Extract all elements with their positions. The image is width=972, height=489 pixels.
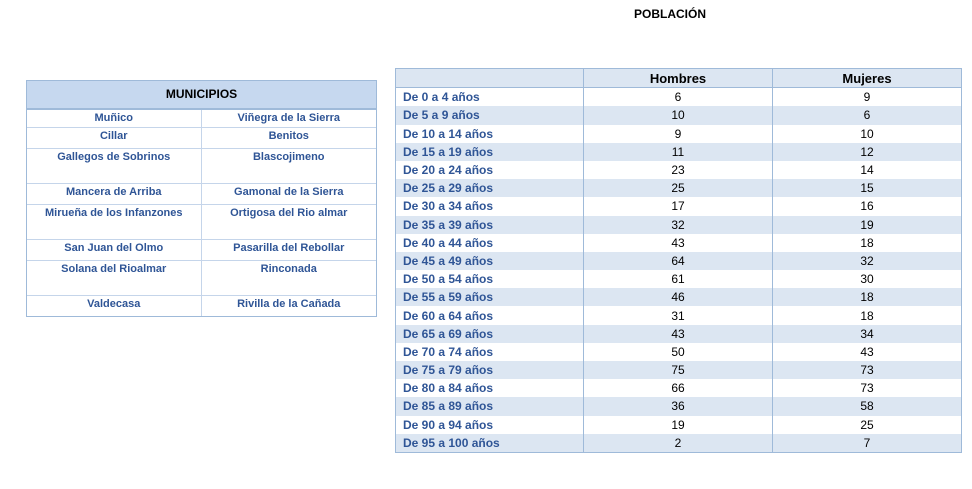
hombres-cell: 43 (584, 325, 773, 343)
municipio-name: Valdecasa (27, 296, 202, 316)
municipios-body (27, 110, 376, 316)
age-range-cell: De 60 a 64 años (396, 306, 584, 324)
municipios-table (26, 80, 377, 317)
mujeres-cell: 19 (773, 216, 962, 234)
age-range-cell: De 35 a 39 años (396, 216, 584, 234)
header-hombres: Hombres (584, 69, 773, 88)
hombres-cell: 36 (584, 397, 773, 415)
mujeres-cell: 18 (773, 234, 962, 252)
page-title: POBLACIÓN (634, 7, 706, 21)
poblacion-header-row (396, 69, 962, 88)
municipio-row (27, 204, 376, 239)
hombres-cell: 17 (584, 197, 773, 215)
municipio-row (27, 110, 376, 127)
hombres-cell: 31 (584, 306, 773, 324)
age-range-cell: De 80 a 84 años (396, 379, 584, 397)
municipio-row (27, 239, 376, 260)
poblacion-row (396, 343, 962, 361)
mujeres-cell: 18 (773, 306, 962, 324)
municipio-row (27, 127, 376, 148)
poblacion-row (396, 252, 962, 270)
municipio-name: Benitos (268, 130, 309, 142)
poblacion-row (396, 416, 962, 434)
mujeres-cell: 73 (773, 361, 962, 379)
mujeres-cell: 73 (773, 379, 962, 397)
age-range-cell: De 95 a 100 años (396, 434, 584, 453)
hombres-cell: 6 (584, 88, 773, 107)
hombres-cell: 46 (584, 288, 773, 306)
age-range-cell: De 85 a 89 años (396, 397, 584, 415)
poblacion-row (396, 270, 962, 288)
mujeres-cell: 34 (773, 325, 962, 343)
age-range-cell: De 70 a 74 años (396, 343, 584, 361)
hombres-cell: 19 (584, 416, 773, 434)
age-range-cell: De 50 a 54 años (396, 270, 584, 288)
hombres-cell: 9 (584, 125, 773, 143)
hombres-cell: 10 (584, 106, 773, 124)
municipio-row (27, 295, 376, 316)
mujeres-cell: 7 (773, 434, 962, 453)
municipio-name: Rivilla de la Cañada (237, 298, 341, 310)
mujeres-cell: 14 (773, 161, 962, 179)
hombres-cell: 50 (584, 343, 773, 361)
mujeres-cell: 30 (773, 270, 962, 288)
mujeres-cell: 10 (773, 125, 962, 143)
municipio-name: Muñico (27, 110, 202, 127)
mujeres-cell: 15 (773, 179, 962, 197)
age-range-cell: De 90 a 94 años (396, 416, 584, 434)
poblacion-row (396, 125, 962, 143)
poblacion-row (396, 234, 962, 252)
mujeres-cell: 6 (773, 106, 962, 124)
poblacion-row (396, 361, 962, 379)
municipio-name: Mirueña de los Infanzones (27, 205, 202, 239)
age-range-cell: De 10 a 14 años (396, 125, 584, 143)
poblacion-row (396, 179, 962, 197)
poblacion-row (396, 197, 962, 215)
mujeres-cell: 25 (773, 416, 962, 434)
hombres-cell: 25 (584, 179, 773, 197)
age-range-cell: De 25 a 29 años (396, 179, 584, 197)
hombres-cell: 75 (584, 361, 773, 379)
mujeres-cell: 9 (773, 88, 962, 107)
mujeres-cell: 12 (773, 143, 962, 161)
poblacion-row (396, 216, 962, 234)
hombres-cell: 61 (584, 270, 773, 288)
municipio-name: Viñegra de la Sierra (237, 112, 341, 124)
municipio-name: Ortigosa del Rio almar (230, 207, 348, 219)
poblacion-row (396, 434, 962, 453)
poblacion-row (396, 288, 962, 306)
hombres-cell: 23 (584, 161, 773, 179)
poblacion-row (396, 88, 962, 107)
header-age-range (396, 69, 584, 88)
hombres-cell: 43 (584, 234, 773, 252)
municipio-name: Gamonal de la Sierra (234, 186, 344, 198)
mujeres-cell: 43 (773, 343, 962, 361)
age-range-cell: De 30 a 34 años (396, 197, 584, 215)
hombres-cell: 2 (584, 434, 773, 453)
age-range-cell: De 65 a 69 años (396, 325, 584, 343)
age-range-cell: De 55 a 59 años (396, 288, 584, 306)
poblacion-table (395, 68, 962, 453)
municipio-row (27, 260, 376, 295)
poblacion-row (396, 397, 962, 415)
mujeres-cell: 18 (773, 288, 962, 306)
header-mujeres: Mujeres (773, 69, 962, 88)
poblacion-row (396, 143, 962, 161)
municipio-row (27, 183, 376, 204)
age-range-cell: De 5 a 9 años (396, 106, 584, 124)
poblacion-row (396, 161, 962, 179)
age-range-cell: De 45 a 49 años (396, 252, 584, 270)
municipio-name: San Juan del Olmo (27, 240, 202, 260)
municipio-name: Mancera de Arriba (27, 184, 202, 204)
age-range-cell: De 40 a 44 años (396, 234, 584, 252)
age-range-cell: De 20 a 24 años (396, 161, 584, 179)
poblacion-row (396, 306, 962, 324)
age-range-cell: De 75 a 79 años (396, 361, 584, 379)
hombres-cell: 11 (584, 143, 773, 161)
municipio-name: Cillar (27, 128, 202, 148)
poblacion-row (396, 379, 962, 397)
municipio-name: Gallegos de Sobrinos (27, 149, 202, 183)
municipio-name: Pasarilla del Rebollar (233, 242, 345, 254)
hombres-cell: 32 (584, 216, 773, 234)
municipio-name: Solana del Rioalmar (27, 261, 202, 295)
municipio-name: Blascojimeno (252, 151, 325, 163)
poblacion-body (396, 88, 962, 453)
municipio-row (27, 148, 376, 183)
age-range-cell: De 0 a 4 años (396, 88, 584, 107)
poblacion-row (396, 106, 962, 124)
municipio-name: Rinconada (260, 263, 317, 275)
poblacion-row (396, 325, 962, 343)
mujeres-cell: 16 (773, 197, 962, 215)
age-range-cell: De 15 a 19 años (396, 143, 584, 161)
hombres-cell: 64 (584, 252, 773, 270)
mujeres-cell: 32 (773, 252, 962, 270)
hombres-cell: 66 (584, 379, 773, 397)
municipios-header: MUNICIPIOS (27, 81, 376, 110)
mujeres-cell: 58 (773, 397, 962, 415)
